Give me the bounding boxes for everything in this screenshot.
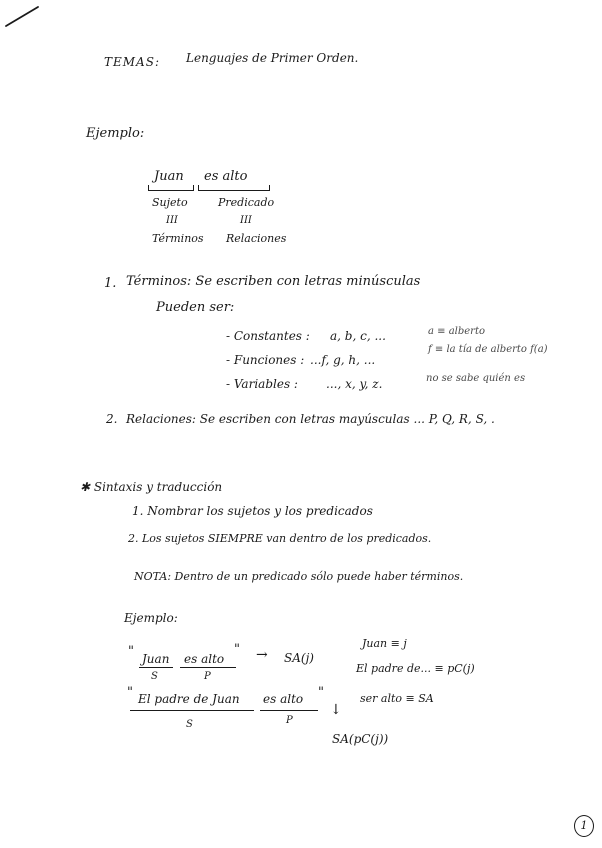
sentence2-predicate-underline	[260, 710, 318, 711]
example1-subject-role: Sujeto	[152, 196, 188, 209]
page-number: 1	[574, 815, 594, 837]
dictionary-entry: El padre de... ≡ pC(j)	[356, 662, 475, 675]
sentence2-subject-tag: S	[186, 719, 193, 730]
example1-equiv-mark-left: III	[166, 215, 178, 226]
sentence1-subject-underline	[139, 667, 173, 668]
sentence2-open-quote: "	[127, 685, 133, 700]
sentence1-subject-tag: S	[151, 671, 158, 682]
terms-item-note: a ≡ alberto	[428, 326, 485, 337]
syntax-note: NOTA: Dentro de un predicado sólo puede haber términos.	[134, 570, 464, 583]
sentence2-result: SA(pC(j))	[332, 732, 389, 746]
terms-item-note: no se sabe quién es	[426, 373, 526, 384]
terms-text: Términos: Se escriben con letras minúsculas	[126, 274, 421, 289]
terms-item-label: - Funciones :	[226, 353, 305, 367]
example1-subject-category: Términos	[152, 232, 204, 245]
relations-text: Relaciones: Se escriben con letras mayúsculas ... P, Q, R, S, .	[126, 412, 495, 426]
example1-heading: Ejemplo:	[86, 126, 145, 141]
sentence2-predicate: es alto	[263, 692, 304, 706]
terms-number: 1.	[104, 276, 117, 291]
example2-heading: Ejemplo:	[124, 611, 178, 625]
example1-predicate: es alto	[204, 169, 248, 184]
terms-item-symbols: ...f, g, h, ...	[310, 353, 376, 367]
syntax-rule: 1. Nombrar los sujetos y los predicados	[132, 504, 373, 518]
sentence1-arrow-icon: →	[256, 647, 268, 663]
header-title: Lenguajes de Primer Orden.	[186, 51, 359, 65]
sentence1-close-quote: "	[234, 642, 240, 657]
sentence1-open-quote: "	[128, 644, 134, 659]
sentence1-subject: Juan	[142, 652, 170, 666]
sentence2-arrow-icon: ↓	[330, 702, 342, 718]
syntax-heading: ✱ Sintaxis y traducción	[80, 480, 223, 494]
example1-subject: Juan	[154, 169, 184, 184]
relations-number: 2.	[106, 412, 118, 426]
example1-predicate-role: Predicado	[218, 196, 275, 209]
sentence2-subject-underline	[130, 710, 254, 711]
example1-subject-brace	[148, 185, 194, 191]
sentence1-predicate-tag: P	[204, 671, 211, 682]
header-label: TEMAS:	[104, 55, 160, 69]
terms-item-label: - Variables :	[226, 377, 298, 391]
example1-predicate-brace	[198, 185, 270, 191]
example1-predicate-category: Relaciones	[226, 232, 287, 245]
terms-item-symbols: a, b, c, ...	[330, 329, 386, 343]
sentence2-predicate-tag: P	[286, 715, 293, 726]
sentence2-close-quote: "	[318, 685, 324, 700]
dictionary-entry: ser alto ≡ SA	[360, 692, 434, 705]
sentence1-predicate-underline	[180, 667, 236, 668]
terms-item-symbols: ..., x, y, z.	[326, 377, 383, 391]
example1-equiv-mark-right: III	[240, 215, 252, 226]
sentence1-result: SA(j)	[284, 651, 314, 665]
dictionary-entry: Juan ≡ j	[362, 637, 407, 650]
sentence2-subject: El padre de Juan	[138, 692, 240, 706]
terms-item-label: - Constantes :	[226, 329, 310, 343]
terms-item-note: f ≡ la tía de alberto f(a)	[428, 344, 548, 355]
syntax-rule: 2. Los sujetos SIEMPRE van dentro de los predicados.	[128, 532, 432, 545]
sentence1-predicate: es alto	[184, 652, 225, 666]
terms-can-be: Pueden ser:	[156, 300, 235, 315]
